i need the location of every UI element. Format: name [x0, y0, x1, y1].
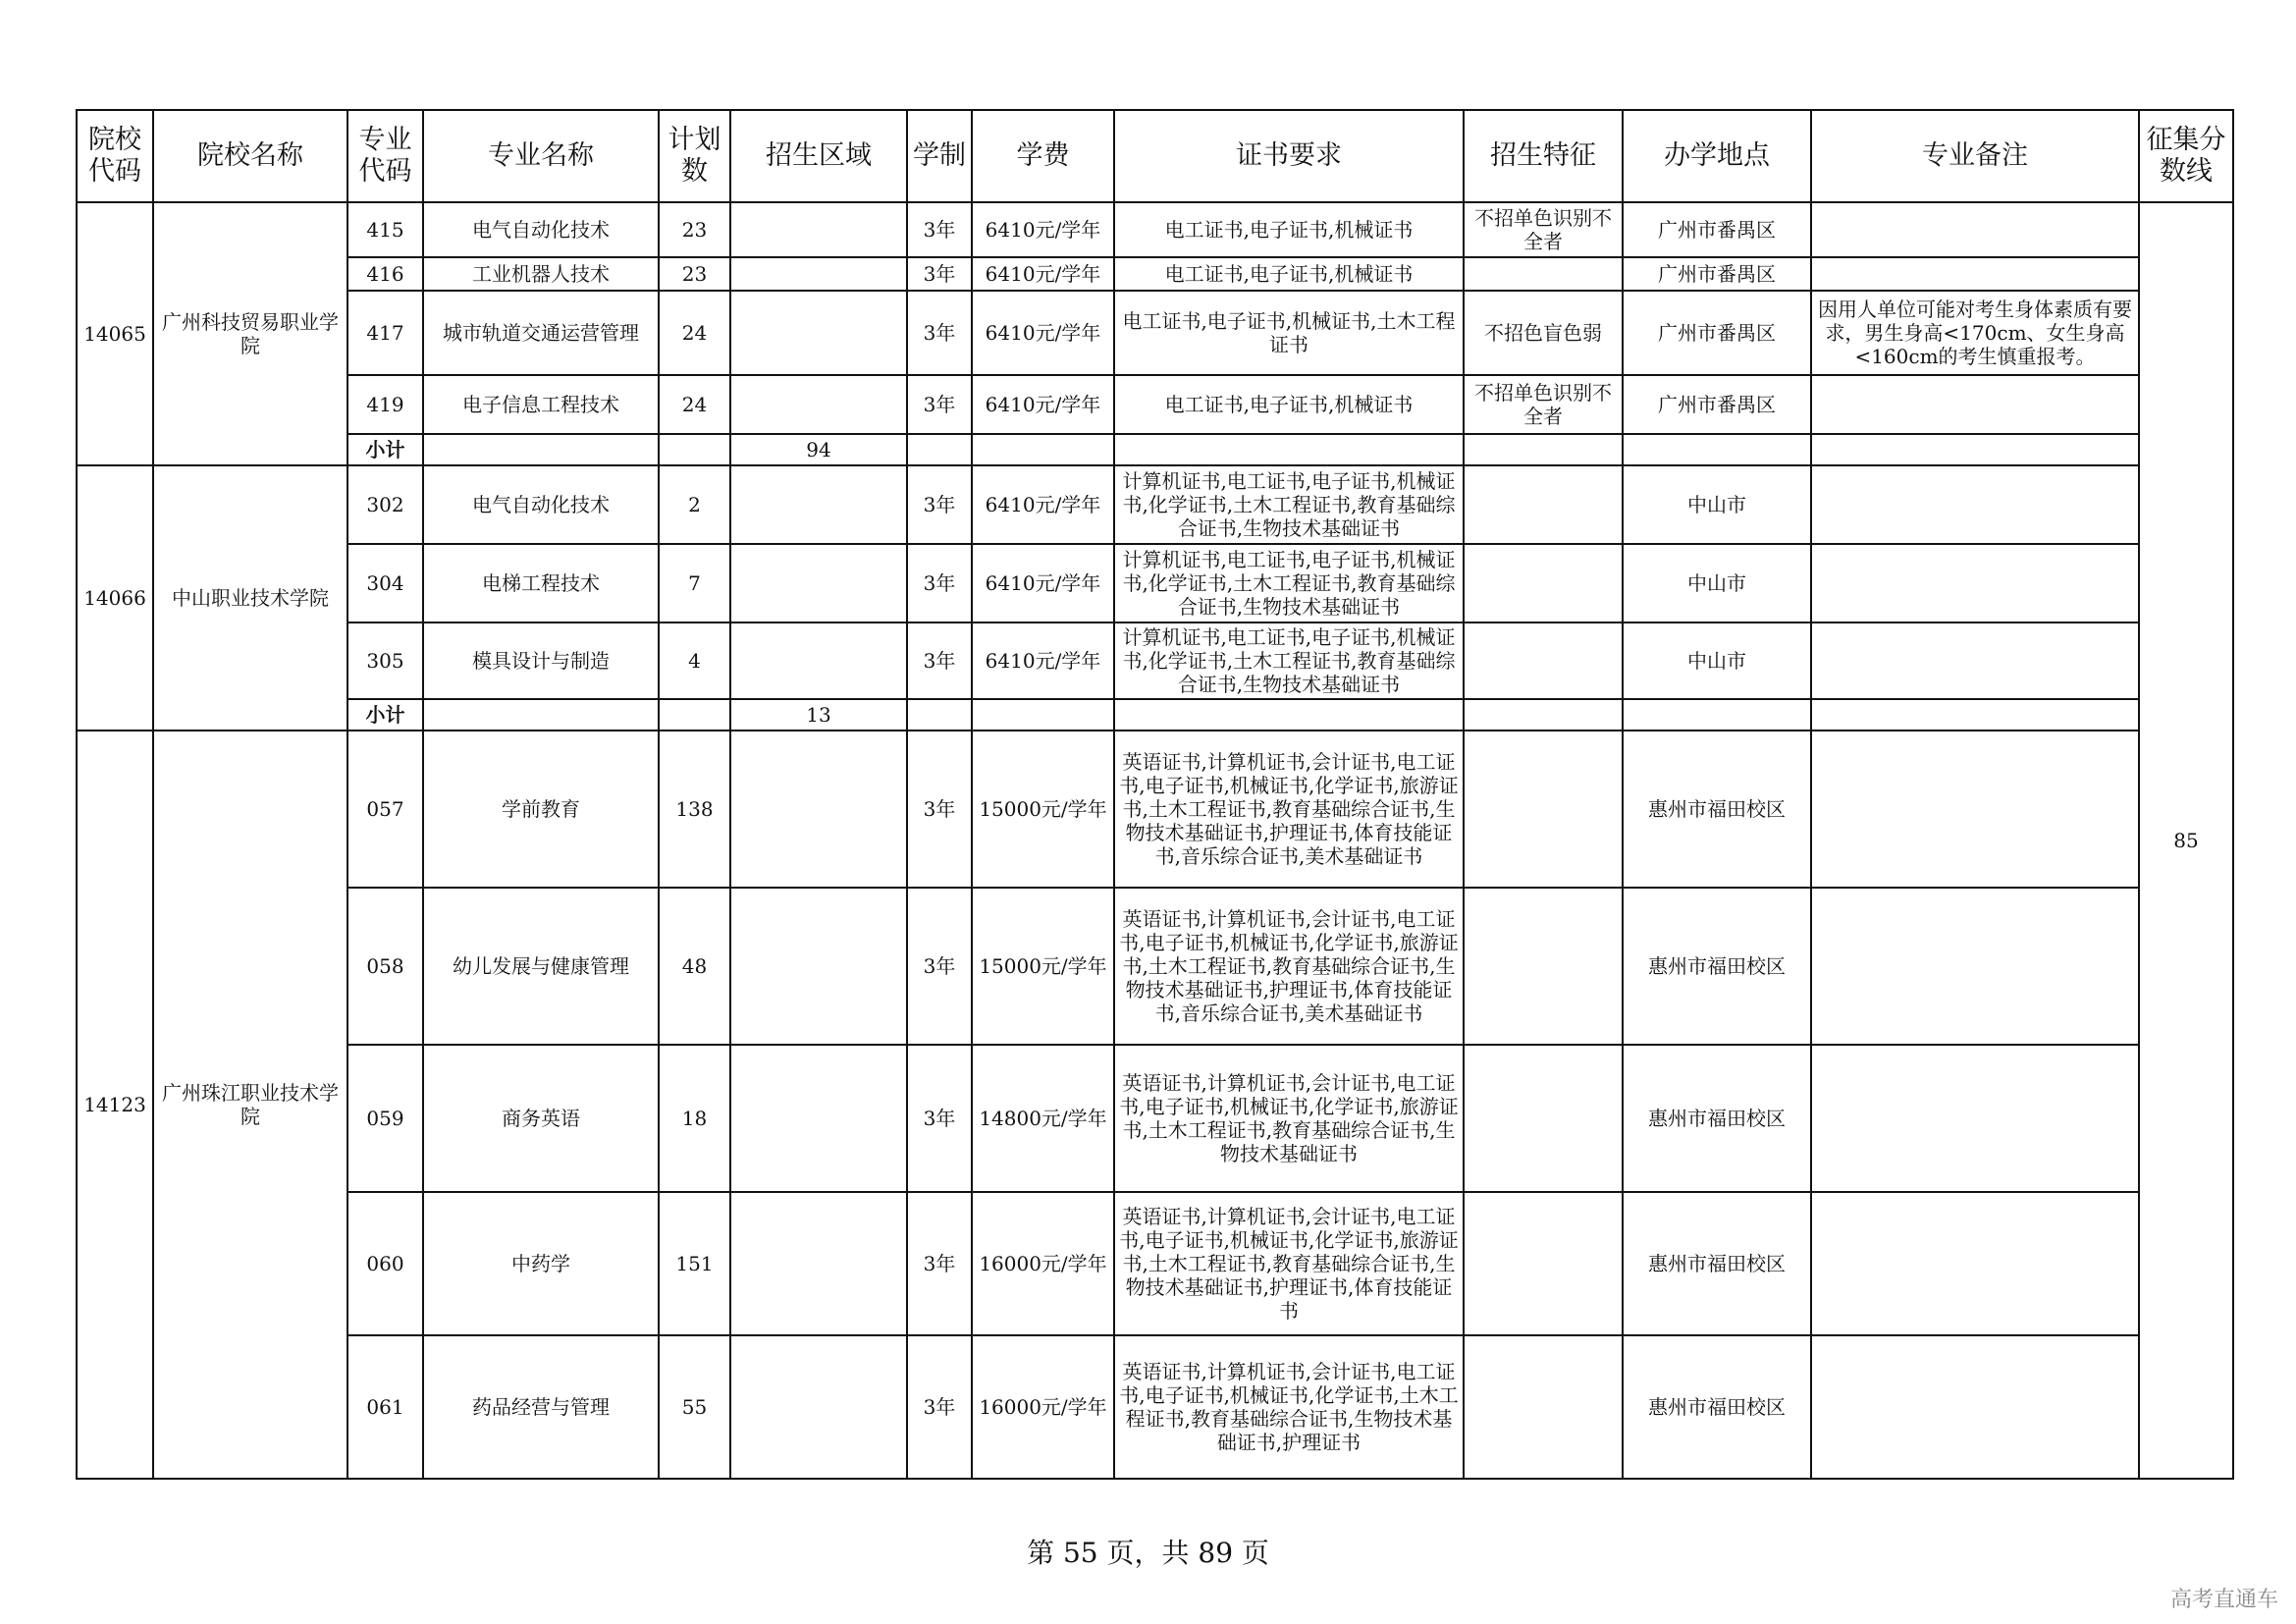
table-row	[77, 1045, 2233, 1192]
region	[730, 291, 907, 375]
location: 惠州市福田校区	[1623, 731, 1811, 888]
subtotal-empty	[1114, 434, 1464, 465]
location: 广州市番禺区	[1623, 375, 1811, 434]
subtotal-empty	[659, 434, 730, 465]
major-name: 学前教育	[423, 731, 659, 888]
major-code: 059	[347, 1045, 423, 1192]
major-code: 061	[347, 1335, 423, 1479]
plan-count: 151	[659, 1192, 730, 1335]
subtotal-count: 94	[730, 434, 907, 465]
header-fee: 学费	[972, 110, 1114, 202]
fee: 15000元/学年	[972, 731, 1114, 888]
header-region: 招生区域	[730, 110, 907, 202]
major-code: 057	[347, 731, 423, 888]
table-row	[77, 465, 2233, 544]
cutoff-score: 85	[2139, 202, 2233, 1479]
admission-feature	[1464, 888, 1623, 1045]
header-major-name: 专业名称	[423, 110, 659, 202]
location: 中山市	[1623, 465, 1811, 544]
location: 中山市	[1623, 623, 1811, 699]
cert-requirement: 英语证书,计算机证书,会计证书,电工证书,电子证书,机械证书,化学证书,旅游证书,土木工程证书,教育基础综合证书,生物技术基础证书	[1114, 1045, 1464, 1192]
duration: 3年	[907, 544, 972, 623]
duration: 3年	[907, 257, 972, 291]
cert-requirement: 英语证书,计算机证书,会计证书,电工证书,电子证书,机械证书,化学证书,土木工程证书,教育基础综合证书,生物技术基础证书,护理证书	[1114, 1335, 1464, 1479]
duration: 3年	[907, 202, 972, 257]
major-note	[1811, 257, 2139, 291]
fee: 6410元/学年	[972, 465, 1114, 544]
subtotal-empty	[1811, 699, 2139, 731]
page-footer: 第 55 页，共 89 页	[1027, 1537, 1269, 1569]
subtotal-empty	[907, 699, 972, 731]
major-note	[1811, 1335, 2139, 1479]
plan-count: 18	[659, 1045, 730, 1192]
major-note	[1811, 1045, 2139, 1192]
school-code: 14123	[77, 731, 153, 1479]
region	[730, 257, 907, 291]
cert-requirement: 电工证书,电子证书,机械证书	[1114, 257, 1464, 291]
major-code: 305	[347, 623, 423, 699]
school-code: 14065	[77, 202, 153, 465]
header-school-name: 院校名称	[153, 110, 347, 202]
duration: 3年	[907, 731, 972, 888]
header-cert: 证书要求	[1114, 110, 1464, 202]
fee: 6410元/学年	[972, 291, 1114, 375]
major-name: 药品经营与管理	[423, 1335, 659, 1479]
school-name: 广州珠江职业技术学院	[153, 731, 347, 1479]
major-name: 电子信息工程技术	[423, 375, 659, 434]
subtotal-empty	[423, 699, 659, 731]
admission-feature	[1464, 623, 1623, 699]
region	[730, 1335, 907, 1479]
duration: 3年	[907, 888, 972, 1045]
admission-feature	[1464, 1335, 1623, 1479]
cert-requirement: 计算机证书,电工证书,电子证书,机械证书,化学证书,土木工程证书,教育基础综合证书,生物技术基础证书	[1114, 465, 1464, 544]
duration: 3年	[907, 1045, 972, 1192]
location: 惠州市福田校区	[1623, 888, 1811, 1045]
major-code: 416	[347, 257, 423, 291]
plan-count: 24	[659, 375, 730, 434]
fee: 15000元/学年	[972, 888, 1114, 1045]
major-note	[1811, 465, 2139, 544]
major-note	[1811, 375, 2139, 434]
major-code: 302	[347, 465, 423, 544]
major-note	[1811, 544, 2139, 623]
major-name: 模具设计与制造	[423, 623, 659, 699]
header-school-code: 院校代码	[77, 110, 153, 202]
cert-requirement: 英语证书,计算机证书,会计证书,电工证书,电子证书,机械证书,化学证书,旅游证书,土木工程证书,教育基础综合证书,生物技术基础证书,护理证书,体育技能证书	[1114, 1192, 1464, 1335]
fee: 16000元/学年	[972, 1192, 1114, 1335]
plan-count: 55	[659, 1335, 730, 1479]
plan-count: 2	[659, 465, 730, 544]
duration: 3年	[907, 465, 972, 544]
region	[730, 731, 907, 888]
plan-count: 23	[659, 202, 730, 257]
table-row	[77, 1192, 2233, 1335]
major-code: 415	[347, 202, 423, 257]
duration: 3年	[907, 623, 972, 699]
major-note	[1811, 731, 2139, 888]
fee: 6410元/学年	[972, 375, 1114, 434]
subtotal-empty	[659, 699, 730, 731]
major-name: 电气自动化技术	[423, 202, 659, 257]
fee: 6410元/学年	[972, 202, 1114, 257]
duration: 3年	[907, 375, 972, 434]
admission-feature	[1464, 257, 1623, 291]
cert-requirement: 电工证书,电子证书,机械证书	[1114, 202, 1464, 257]
plan-count: 23	[659, 257, 730, 291]
header-feature: 招生特征	[1464, 110, 1623, 202]
table-row	[77, 544, 2233, 623]
header-duration: 学制	[907, 110, 972, 202]
plan-count: 48	[659, 888, 730, 1045]
subtotal-empty	[423, 434, 659, 465]
admission-feature: 不招色盲色弱	[1464, 291, 1623, 375]
header-cutoff: 征集分数线	[2139, 110, 2233, 202]
subtotal-label: 小计	[347, 434, 423, 465]
major-name: 电梯工程技术	[423, 544, 659, 623]
table-row	[77, 202, 2233, 257]
admission-table	[76, 109, 2234, 1480]
region	[730, 1192, 907, 1335]
major-note	[1811, 888, 2139, 1045]
major-name: 电气自动化技术	[423, 465, 659, 544]
location: 惠州市福田校区	[1623, 1192, 1811, 1335]
subtotal-empty	[1114, 699, 1464, 731]
fee: 14800元/学年	[972, 1045, 1114, 1192]
header-note: 专业备注	[1811, 110, 2139, 202]
subtotal-row	[77, 699, 2233, 731]
header-major-code: 专业代码	[347, 110, 423, 202]
major-name: 城市轨道交通运营管理	[423, 291, 659, 375]
admission-feature	[1464, 1192, 1623, 1335]
major-note	[1811, 202, 2139, 257]
region	[730, 544, 907, 623]
subtotal-empty	[972, 699, 1114, 731]
major-name: 幼儿发展与健康管理	[423, 888, 659, 1045]
subtotal-empty	[1623, 434, 1811, 465]
subtotal-empty	[1623, 699, 1811, 731]
region	[730, 465, 907, 544]
table-row	[77, 731, 2233, 888]
plan-count: 4	[659, 623, 730, 699]
region	[730, 1045, 907, 1192]
cert-requirement: 计算机证书,电工证书,电子证书,机械证书,化学证书,土木工程证书,教育基础综合证书,生物技术基础证书	[1114, 544, 1464, 623]
subtotal-count: 13	[730, 699, 907, 731]
admission-feature	[1464, 731, 1623, 888]
table-body	[77, 202, 2233, 1479]
cert-requirement: 英语证书,计算机证书,会计证书,电工证书,电子证书,机械证书,化学证书,旅游证书,土木工程证书,教育基础综合证书,生物技术基础证书,护理证书,体育技能证书,音乐综合证书,美术基础证书	[1114, 888, 1464, 1045]
major-code: 419	[347, 375, 423, 434]
table-row	[77, 291, 2233, 375]
table-row	[77, 375, 2233, 434]
region	[730, 375, 907, 434]
table-row	[77, 623, 2233, 699]
duration: 3年	[907, 1335, 972, 1479]
location: 广州市番禺区	[1623, 202, 1811, 257]
subtotal-empty	[972, 434, 1114, 465]
duration: 3年	[907, 1192, 972, 1335]
admission-feature	[1464, 1045, 1623, 1192]
major-note: 因用人单位可能对考生身体素质有要求，男生身高<170cm、女生身高<160cm的考生慎重报考。	[1811, 291, 2139, 375]
subtotal-empty	[1464, 434, 1623, 465]
major-name: 工业机器人技术	[423, 257, 659, 291]
major-note	[1811, 1192, 2139, 1335]
header-plan: 计划数	[659, 110, 730, 202]
admission-feature: 不招单色识别不全者	[1464, 202, 1623, 257]
cert-requirement: 计算机证书,电工证书,电子证书,机械证书,化学证书,土木工程证书,教育基础综合证书,生物技术基础证书	[1114, 623, 1464, 699]
subtotal-label: 小计	[347, 699, 423, 731]
table-row	[77, 257, 2233, 291]
major-note	[1811, 623, 2139, 699]
location: 中山市	[1623, 544, 1811, 623]
major-code: 304	[347, 544, 423, 623]
subtotal-empty	[907, 434, 972, 465]
cert-requirement: 英语证书,计算机证书,会计证书,电工证书,电子证书,机械证书,化学证书,旅游证书,土木工程证书,教育基础综合证书,生物技术基础证书,护理证书,体育技能证书,音乐综合证书,美术基础证书	[1114, 731, 1464, 888]
fee: 16000元/学年	[972, 1335, 1114, 1479]
header-location: 办学地点	[1623, 110, 1811, 202]
location: 惠州市福田校区	[1623, 1045, 1811, 1192]
admission-feature	[1464, 544, 1623, 623]
major-name: 中药学	[423, 1192, 659, 1335]
location: 广州市番禺区	[1623, 291, 1811, 375]
subtotal-empty	[1811, 434, 2139, 465]
major-code: 058	[347, 888, 423, 1045]
region	[730, 888, 907, 1045]
table-row	[77, 1335, 2233, 1479]
major-code: 060	[347, 1192, 423, 1335]
admission-feature: 不招单色识别不全者	[1464, 375, 1623, 434]
header-row	[77, 110, 2233, 202]
fee: 6410元/学年	[972, 544, 1114, 623]
location: 惠州市福田校区	[1623, 1335, 1811, 1479]
cert-requirement: 电工证书,电子证书,机械证书	[1114, 375, 1464, 434]
watermark: 高考直通车	[2169, 1588, 2278, 1612]
major-code: 417	[347, 291, 423, 375]
plan-count: 7	[659, 544, 730, 623]
table-row	[77, 888, 2233, 1045]
subtotal-row	[77, 434, 2233, 465]
school-name: 广州科技贸易职业学院	[153, 202, 347, 465]
duration: 3年	[907, 291, 972, 375]
school-code: 14066	[77, 465, 153, 731]
school-name: 中山职业技术学院	[153, 465, 347, 731]
admission-feature	[1464, 465, 1623, 544]
location: 广州市番禺区	[1623, 257, 1811, 291]
region	[730, 202, 907, 257]
fee: 6410元/学年	[972, 623, 1114, 699]
fee: 6410元/学年	[972, 257, 1114, 291]
plan-count: 24	[659, 291, 730, 375]
plan-count: 138	[659, 731, 730, 888]
major-name: 商务英语	[423, 1045, 659, 1192]
cert-requirement: 电工证书,电子证书,机械证书,土木工程证书	[1114, 291, 1464, 375]
subtotal-empty	[1464, 699, 1623, 731]
region	[730, 623, 907, 699]
